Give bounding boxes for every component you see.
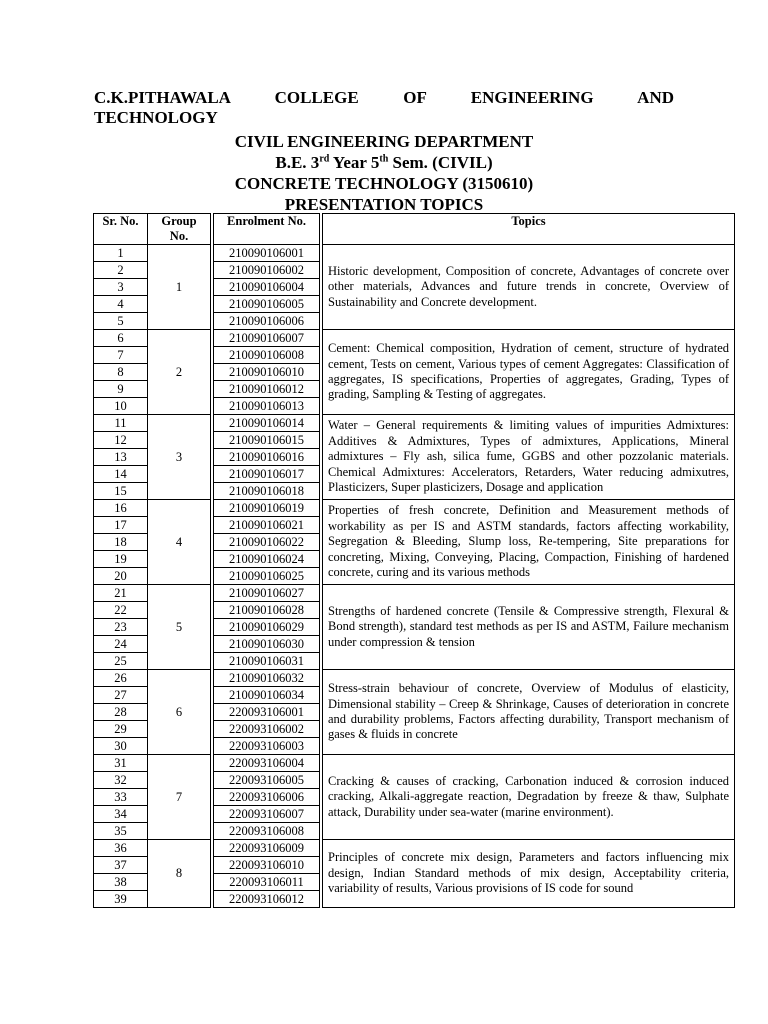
enrolment-no-cell: 220093106008: [214, 823, 320, 840]
enrolment-no-cell: 220093106001: [214, 704, 320, 721]
sr-no-cell: 23: [94, 619, 148, 636]
subtitle: PRESENTATION TOPICS: [284, 195, 484, 214]
group-no-cell: 1: [148, 245, 211, 330]
topics-cell: Cement: Chemical composition, Hydration of cement, structure of hydrated cement, Tests on cement, Various types of cement Aggregates: Classification of aggregates, IS specifications, Properties of aggregates, Grading, Types of grading, Sampling & Testing of aggregates.: [323, 330, 735, 415]
enrolment-no-cell: 210090106010: [214, 364, 320, 381]
enrolment-no-cell: 220093106012: [214, 891, 320, 908]
sr-no-cell: 22: [94, 602, 148, 619]
enrolment-no-cell: 210090106024: [214, 551, 320, 568]
college-name-line2: TECHNOLOGY: [94, 108, 218, 127]
enrolment-no-cell: 210090106029: [214, 619, 320, 636]
sr-no-cell: 20: [94, 568, 148, 585]
enrolment-no-cell: 220093106010: [214, 857, 320, 874]
col-header-sr-no: Sr. No.: [94, 214, 148, 245]
enrolment-no-cell: 220093106011: [214, 874, 320, 891]
enrolment-no-cell: 210090106027: [214, 585, 320, 602]
col-header-topics: Topics: [323, 214, 735, 245]
enrolment-no-cell: 220093106009: [214, 840, 320, 857]
topics-cell: Properties of fresh concrete, Definition and Measurement methods of workability as per IS and ASTM standards, factors affecting workability, Segregation & Bleeding, Slump loss, Re-tempering, Site preparations for concreting, Mixing, Conveying, Placing, Compaction, Finishing of hardened concrete, curing and its various methods: [323, 500, 735, 585]
sr-no-cell: 11: [94, 415, 148, 432]
enrolment-no-cell: 210090106028: [214, 602, 320, 619]
sr-no-cell: 17: [94, 517, 148, 534]
sr-no-cell: 6: [94, 330, 148, 347]
college-word: ENGINEERING: [470, 88, 594, 107]
sr-no-cell: 30: [94, 738, 148, 755]
sr-no-cell: 4: [94, 296, 148, 313]
enrolment-no-cell: 220093106006: [214, 789, 320, 806]
college-word: COLLEGE: [274, 88, 359, 107]
group-no-cell: 4: [148, 500, 211, 585]
sr-no-cell: 31: [94, 755, 148, 772]
sr-no-cell: 27: [94, 687, 148, 704]
enrolment-no-cell: 220093106005: [214, 772, 320, 789]
table-row: [94, 585, 735, 602]
sr-no-cell: 37: [94, 857, 148, 874]
group-no-cell: 8: [148, 840, 211, 908]
enrolment-no-cell: 210090106007: [214, 330, 320, 347]
table-header-row: [94, 214, 735, 245]
college-word: OF: [403, 88, 427, 107]
enrolment-no-cell: 210090106015: [214, 432, 320, 449]
table-row: [94, 500, 735, 517]
enrolment-no-cell: 210090106018: [214, 483, 320, 500]
enrolment-no-cell: 210090106030: [214, 636, 320, 653]
college-word: C.K.PITHAWALA: [94, 88, 231, 107]
enrolment-no-cell: 210090106022: [214, 534, 320, 551]
presentation-topics-table: [93, 213, 735, 908]
col-header-enrolment-no: Enrolment No.: [214, 214, 320, 245]
enrolment-no-cell: 210090106001: [214, 245, 320, 262]
sr-no-cell: 24: [94, 636, 148, 653]
sr-no-cell: 12: [94, 432, 148, 449]
sr-no-cell: 36: [94, 840, 148, 857]
enrolment-no-cell: 220093106003: [214, 738, 320, 755]
year-semester: B.E. 3rd Year 5th Sem. (CIVIL): [275, 153, 493, 172]
enrolment-no-cell: 210090106016: [214, 449, 320, 466]
table-row: [94, 755, 735, 772]
topics-cell: Historic development, Composition of concrete, Advantages of concrete over other materials, Advances and future trends in concrete, Overview of Sustainability and Concrete development.: [323, 245, 735, 330]
table-row: [94, 245, 735, 262]
enrolment-no-cell: 220093106004: [214, 755, 320, 772]
sr-no-cell: 8: [94, 364, 148, 381]
enrolment-no-cell: 220093106007: [214, 806, 320, 823]
course-title: CONCRETE TECHNOLOGY (3150610): [234, 174, 534, 193]
sr-no-cell: 38: [94, 874, 148, 891]
col-header-group-no: Group No.: [148, 214, 211, 245]
enrolment-no-cell: 220093106002: [214, 721, 320, 738]
topics-cell: Strengths of hardened concrete (Tensile & Compressive strength, Flexural & Bond strength), standard test methods as per IS and ASTM, Failure mechanism under compression & tension: [323, 585, 735, 670]
table-row: [94, 840, 735, 857]
sr-no-cell: 21: [94, 585, 148, 602]
table-row: [94, 330, 735, 347]
enrolment-no-cell: 210090106014: [214, 415, 320, 432]
sr-no-cell: 15: [94, 483, 148, 500]
table-body: [94, 245, 735, 908]
sr-no-cell: 29: [94, 721, 148, 738]
enrolment-no-cell: 210090106017: [214, 466, 320, 483]
sr-no-cell: 39: [94, 891, 148, 908]
enrolment-no-cell: 210090106012: [214, 381, 320, 398]
group-no-cell: 2: [148, 330, 211, 415]
college-name-line1: [94, 88, 674, 108]
group-no-cell: 7: [148, 755, 211, 840]
enrolment-no-cell: 210090106034: [214, 687, 320, 704]
sr-no-cell: 14: [94, 466, 148, 483]
sr-no-cell: 32: [94, 772, 148, 789]
sr-no-cell: 5: [94, 313, 148, 330]
table-row: [94, 670, 735, 687]
sr-no-cell: 28: [94, 704, 148, 721]
sr-no-cell: 9: [94, 381, 148, 398]
topics-cell: Water – General requirements & limiting values of impurities Admixtures: Additives & Admixtures, Types of admixtures, Applications, Mineral admixtures – Fly ash, silica fume, GGBS and other pozzolanic materials. Chemical Admixtures: Accelerators, Retarders, Water reducing admixutres, Plasticizers, Super plasticizers, Dosage and application: [323, 415, 735, 500]
group-no-cell: 5: [148, 585, 211, 670]
topics-cell: Stress-strain behaviour of concrete, Overview of Modulus of elasticity, Dimensional stability – Creep & Shrinkage, Causes of deterioration in concrete and durability problems, Factors affecting durability, Transport mechanism of gases & fluids in concrete: [323, 670, 735, 755]
topics-cell: Cracking & causes of cracking, Carbonation induced & corrosion induced cracking, Alkali-aggregate reaction, Degradation by freeze & thaw, Sulphate attack, Durability under sea-water (marine environment).: [323, 755, 735, 840]
sr-no-cell: 7: [94, 347, 148, 364]
group-no-cell: 3: [148, 415, 211, 500]
enrolment-no-cell: 210090106019: [214, 500, 320, 517]
table-row: [94, 415, 735, 432]
group-no-cell: 6: [148, 670, 211, 755]
sr-no-cell: 18: [94, 534, 148, 551]
sr-no-cell: 2: [94, 262, 148, 279]
sr-no-cell: 13: [94, 449, 148, 466]
college-word: AND: [637, 88, 675, 107]
sr-no-cell: 10: [94, 398, 148, 415]
enrolment-no-cell: 210090106008: [214, 347, 320, 364]
sr-no-cell: 33: [94, 789, 148, 806]
sr-no-cell: 35: [94, 823, 148, 840]
enrolment-no-cell: 210090106021: [214, 517, 320, 534]
sr-no-cell: 25: [94, 653, 148, 670]
enrolment-no-cell: 210090106002: [214, 262, 320, 279]
sr-no-cell: 26: [94, 670, 148, 687]
enrolment-no-cell: 210090106025: [214, 568, 320, 585]
enrolment-no-cell: 210090106031: [214, 653, 320, 670]
sr-no-cell: 1: [94, 245, 148, 262]
sr-no-cell: 19: [94, 551, 148, 568]
sr-no-cell: 3: [94, 279, 148, 296]
sr-no-cell: 34: [94, 806, 148, 823]
topics-cell: Principles of concrete mix design, Parameters and factors influencing mix design, Indian Standard methods of mix design, Acceptability criteria, variability of results, Various provisions of IS code for sound: [323, 840, 735, 908]
enrolment-no-cell: 210090106005: [214, 296, 320, 313]
enrolment-no-cell: 210090106004: [214, 279, 320, 296]
enrolment-no-cell: 210090106013: [214, 398, 320, 415]
sr-no-cell: 16: [94, 500, 148, 517]
department-title: CIVIL ENGINEERING DEPARTMENT: [234, 132, 534, 151]
enrolment-no-cell: 210090106006: [214, 313, 320, 330]
enrolment-no-cell: 210090106032: [214, 670, 320, 687]
